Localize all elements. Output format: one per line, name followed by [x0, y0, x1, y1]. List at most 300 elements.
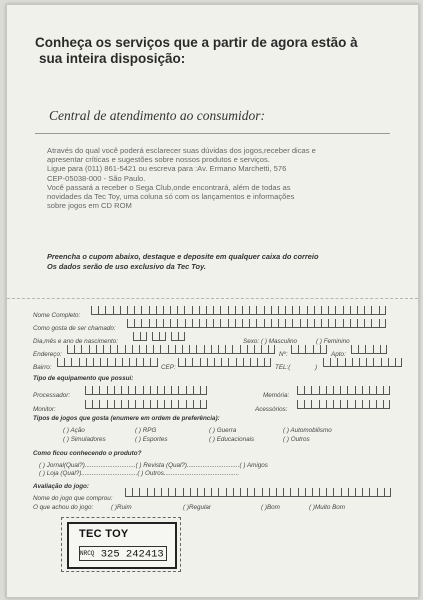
char-box[interactable]	[369, 400, 376, 409]
char-box[interactable]	[114, 400, 121, 409]
char-box[interactable]	[328, 319, 335, 328]
char-box[interactable]	[143, 386, 150, 395]
char-box[interactable]	[197, 488, 204, 497]
char-box[interactable]	[178, 400, 185, 409]
char-box[interactable]	[362, 386, 369, 395]
char-box[interactable]	[86, 358, 93, 367]
char-box[interactable]	[175, 345, 182, 354]
char-box[interactable]	[132, 345, 139, 354]
char-box[interactable]	[135, 386, 142, 395]
char-box[interactable]	[79, 358, 86, 367]
char-box[interactable]	[177, 319, 184, 328]
char-box[interactable]	[304, 386, 311, 395]
char-box[interactable]	[262, 488, 269, 497]
char-box[interactable]	[355, 488, 362, 497]
serial-stamp	[61, 517, 181, 572]
char-box[interactable]	[298, 345, 305, 354]
bairro-label: Bairro:	[33, 364, 52, 371]
tel-boxes[interactable]	[323, 358, 402, 367]
char-box[interactable]	[147, 488, 154, 497]
char-box[interactable]	[314, 306, 321, 315]
char-box[interactable]	[351, 345, 358, 354]
char-box[interactable]	[199, 319, 206, 328]
char-box[interactable]	[160, 345, 167, 354]
processador-label: Processador:	[33, 392, 71, 399]
char-box[interactable]	[228, 319, 235, 328]
char-box[interactable]	[291, 345, 298, 354]
char-box[interactable]	[184, 306, 191, 315]
char-box[interactable]	[125, 488, 132, 497]
char-box[interactable]	[371, 306, 378, 315]
char-box[interactable]	[388, 358, 395, 367]
char-box[interactable]	[365, 345, 372, 354]
regular-option[interactable]: ( )Regular	[183, 504, 211, 511]
char-box[interactable]	[206, 306, 213, 315]
char-box[interactable]	[228, 358, 235, 367]
numero-boxes[interactable]	[291, 345, 327, 354]
char-box[interactable]	[304, 400, 311, 409]
char-box[interactable]	[352, 358, 359, 367]
char-box[interactable]	[134, 319, 141, 328]
char-box[interactable]	[213, 319, 220, 328]
char-box[interactable]	[307, 306, 314, 315]
char-box[interactable]	[364, 306, 371, 315]
char-box[interactable]	[178, 358, 185, 367]
char-box[interactable]	[268, 345, 275, 354]
char-box[interactable]	[93, 358, 100, 367]
char-box[interactable]	[136, 358, 143, 367]
educacionais-option[interactable]: ( ) Educacionais	[209, 436, 255, 443]
char-box[interactable]	[204, 345, 211, 354]
char-box[interactable]	[314, 319, 321, 328]
char-box[interactable]	[153, 345, 160, 354]
char-box[interactable]	[200, 358, 207, 367]
char-box[interactable]	[129, 358, 136, 367]
char-box[interactable]	[211, 488, 218, 497]
char-box[interactable]	[125, 345, 132, 354]
char-box[interactable]	[321, 319, 328, 328]
char-box[interactable]	[369, 386, 376, 395]
char-box[interactable]	[121, 386, 128, 395]
char-box[interactable]	[355, 400, 362, 409]
char-box[interactable]	[371, 319, 378, 328]
char-box[interactable]	[330, 358, 337, 367]
char-box[interactable]	[254, 488, 261, 497]
char-box[interactable]	[139, 488, 146, 497]
char-box[interactable]	[328, 306, 335, 315]
cep-boxes[interactable]	[178, 358, 271, 367]
char-box[interactable]	[292, 319, 299, 328]
char-box[interactable]	[319, 400, 326, 409]
char-box[interactable]	[186, 400, 193, 409]
char-box[interactable]	[214, 358, 221, 367]
char-box[interactable]	[345, 358, 352, 367]
char-box[interactable]	[156, 306, 163, 315]
char-box[interactable]	[319, 386, 326, 395]
char-box[interactable]	[247, 345, 254, 354]
char-box[interactable]	[249, 319, 256, 328]
char-box[interactable]	[105, 306, 112, 315]
char-box[interactable]	[319, 488, 326, 497]
char-box[interactable]	[225, 345, 232, 354]
bairro-boxes[interactable]	[57, 358, 158, 367]
char-box[interactable]	[143, 400, 150, 409]
char-box[interactable]	[178, 332, 185, 341]
char-box[interactable]	[164, 400, 171, 409]
char-box[interactable]	[264, 306, 271, 315]
char-box[interactable]	[141, 319, 148, 328]
bom-option[interactable]: ( )Bom	[261, 504, 280, 511]
char-box[interactable]	[355, 386, 362, 395]
char-box[interactable]	[350, 306, 357, 315]
char-box[interactable]	[254, 345, 261, 354]
char-box[interactable]	[243, 358, 250, 367]
char-box[interactable]	[240, 345, 247, 354]
char-box[interactable]	[333, 400, 340, 409]
char-box[interactable]	[170, 319, 177, 328]
char-box[interactable]	[271, 306, 278, 315]
char-box[interactable]	[256, 319, 263, 328]
char-box[interactable]	[305, 345, 312, 354]
char-box[interactable]	[92, 400, 99, 409]
char-box[interactable]	[100, 358, 107, 367]
masculino-option[interactable]: ( ) Masculino	[261, 338, 298, 345]
char-box[interactable]	[159, 332, 166, 341]
char-box[interactable]	[127, 319, 134, 328]
char-box[interactable]	[171, 332, 178, 341]
char-box[interactable]	[183, 488, 190, 497]
char-box[interactable]	[190, 488, 197, 497]
char-box[interactable]	[107, 358, 114, 367]
char-box[interactable]	[103, 345, 110, 354]
char-box[interactable]	[113, 306, 120, 315]
guerra-option[interactable]: ( ) Guerra	[209, 427, 237, 434]
char-box[interactable]	[242, 306, 249, 315]
char-box[interactable]	[235, 319, 242, 328]
acao-option[interactable]: ( ) Ação	[63, 427, 85, 434]
char-box[interactable]	[128, 386, 135, 395]
char-box[interactable]	[193, 386, 200, 395]
char-box[interactable]	[395, 358, 402, 367]
char-box[interactable]	[257, 358, 264, 367]
char-box[interactable]	[357, 319, 364, 328]
char-box[interactable]	[175, 488, 182, 497]
char-box[interactable]	[264, 358, 271, 367]
title-line-1: Conheça os serviços que a partir de agora estão à	[35, 35, 358, 50]
char-box[interactable]	[292, 306, 299, 315]
char-box[interactable]	[164, 386, 171, 395]
char-box[interactable]	[149, 306, 156, 315]
char-box[interactable]	[152, 332, 159, 341]
char-box[interactable]	[213, 306, 220, 315]
acessorios-boxes[interactable]	[297, 400, 390, 409]
char-box[interactable]	[347, 400, 354, 409]
char-box[interactable]	[250, 358, 257, 367]
char-box[interactable]	[285, 319, 292, 328]
char-box[interactable]	[350, 319, 357, 328]
char-box[interactable]	[297, 400, 304, 409]
char-box[interactable]	[298, 488, 305, 497]
char-box[interactable]	[85, 400, 92, 409]
char-box[interactable]	[326, 400, 333, 409]
char-box[interactable]	[376, 400, 383, 409]
nome-boxes[interactable]	[91, 306, 386, 315]
char-box[interactable]	[249, 306, 256, 315]
char-box[interactable]	[300, 319, 307, 328]
char-box[interactable]	[364, 319, 371, 328]
char-box[interactable]	[347, 386, 354, 395]
char-box[interactable]	[362, 400, 369, 409]
char-box[interactable]	[240, 488, 247, 497]
mes-boxes[interactable]	[152, 332, 166, 341]
endereco-boxes[interactable]	[67, 345, 275, 354]
char-box[interactable]	[377, 488, 384, 497]
char-box[interactable]	[383, 400, 390, 409]
monitor-boxes[interactable]	[85, 400, 207, 409]
char-box[interactable]	[196, 345, 203, 354]
memoria-boxes[interactable]	[297, 386, 390, 395]
char-box[interactable]	[149, 319, 156, 328]
char-box[interactable]	[146, 345, 153, 354]
char-box[interactable]	[127, 306, 134, 315]
char-box[interactable]	[220, 319, 227, 328]
char-box[interactable]	[89, 345, 96, 354]
char-box[interactable]	[264, 319, 271, 328]
char-box[interactable]	[199, 306, 206, 315]
char-box[interactable]	[81, 345, 88, 354]
rpg-option[interactable]: ( ) RPG	[135, 427, 157, 434]
char-box[interactable]	[285, 306, 292, 315]
char-box[interactable]	[242, 319, 249, 328]
outros-jogos-option[interactable]: ( ) Outros	[283, 436, 310, 443]
char-box[interactable]	[110, 345, 117, 354]
char-box[interactable]	[120, 306, 127, 315]
char-box[interactable]	[379, 306, 386, 315]
char-box[interactable]	[150, 358, 157, 367]
char-box[interactable]	[178, 386, 185, 395]
char-box[interactable]	[156, 319, 163, 328]
char-box[interactable]	[91, 306, 98, 315]
char-box[interactable]	[163, 306, 170, 315]
char-box[interactable]	[171, 386, 178, 395]
char-box[interactable]	[261, 345, 268, 354]
char-box[interactable]	[218, 488, 225, 497]
char-box[interactable]	[335, 319, 342, 328]
char-box[interactable]	[340, 400, 347, 409]
nome-jogo-boxes[interactable]	[125, 488, 391, 497]
char-box[interactable]	[271, 319, 278, 328]
char-box[interactable]	[67, 345, 74, 354]
char-box[interactable]	[168, 488, 175, 497]
ano-boxes[interactable]	[171, 332, 185, 341]
char-box[interactable]	[366, 358, 373, 367]
char-box[interactable]	[335, 306, 342, 315]
char-box[interactable]	[157, 386, 164, 395]
chamado-boxes[interactable]	[127, 319, 386, 328]
equip-title: Tipo de equipamento que possui:	[33, 375, 134, 382]
char-box[interactable]	[117, 345, 124, 354]
char-box[interactable]	[341, 488, 348, 497]
char-box[interactable]	[236, 358, 243, 367]
char-box[interactable]	[283, 488, 290, 497]
char-box[interactable]	[132, 488, 139, 497]
title-line-2: sua inteira disposição:	[39, 51, 186, 66]
char-box[interactable]	[359, 358, 366, 367]
char-box[interactable]	[357, 306, 364, 315]
char-box[interactable]	[206, 319, 213, 328]
char-box[interactable]	[307, 319, 314, 328]
char-box[interactable]	[269, 488, 276, 497]
char-box[interactable]	[193, 400, 200, 409]
char-box[interactable]	[192, 358, 199, 367]
central-title: Central de atendimento ao consumidor:	[49, 108, 265, 123]
char-box[interactable]	[150, 400, 157, 409]
char-box[interactable]	[369, 488, 376, 497]
char-box[interactable]	[99, 400, 106, 409]
char-box[interactable]	[226, 488, 233, 497]
char-box[interactable]	[168, 345, 175, 354]
char-box[interactable]	[326, 488, 333, 497]
char-box[interactable]	[161, 488, 168, 497]
char-box[interactable]	[141, 306, 148, 315]
char-box[interactable]	[207, 358, 214, 367]
char-box[interactable]	[171, 400, 178, 409]
char-box[interactable]	[290, 488, 297, 497]
char-box[interactable]	[189, 345, 196, 354]
char-box[interactable]	[139, 345, 146, 354]
char-box[interactable]	[337, 358, 344, 367]
char-box[interactable]	[140, 332, 147, 341]
char-box[interactable]	[211, 345, 218, 354]
char-box[interactable]	[348, 488, 355, 497]
char-box[interactable]	[383, 386, 390, 395]
char-box[interactable]	[343, 306, 350, 315]
char-box[interactable]	[320, 345, 327, 354]
ruim-option[interactable]: ( )Ruim	[111, 504, 132, 511]
char-box[interactable]	[200, 386, 207, 395]
stamp-box	[67, 522, 177, 569]
char-box[interactable]	[380, 345, 387, 354]
char-box[interactable]	[313, 345, 320, 354]
feminino-option[interactable]: ( ) Feminino	[316, 338, 350, 345]
char-box[interactable]	[98, 306, 105, 315]
char-box[interactable]	[200, 400, 207, 409]
char-box[interactable]	[381, 358, 388, 367]
char-box[interactable]	[362, 488, 369, 497]
char-box[interactable]	[143, 358, 150, 367]
char-box[interactable]	[107, 386, 114, 395]
char-box[interactable]	[373, 345, 380, 354]
char-box[interactable]	[57, 358, 64, 367]
char-box[interactable]	[133, 332, 140, 341]
char-box[interactable]	[278, 319, 285, 328]
muito-bom-option[interactable]: ( )Muito Bom	[309, 504, 346, 511]
char-box[interactable]	[154, 488, 161, 497]
char-box[interactable]	[170, 306, 177, 315]
char-box[interactable]	[235, 306, 242, 315]
char-box[interactable]	[312, 488, 319, 497]
char-box[interactable]	[177, 306, 184, 315]
char-box[interactable]	[135, 400, 142, 409]
char-box[interactable]	[333, 386, 340, 395]
char-box[interactable]	[115, 358, 122, 367]
char-box[interactable]	[379, 319, 386, 328]
coupon-page	[6, 4, 419, 598]
char-box[interactable]	[204, 488, 211, 497]
char-box[interactable]	[278, 306, 285, 315]
char-box[interactable]	[107, 400, 114, 409]
char-box[interactable]	[232, 345, 239, 354]
char-box[interactable]	[122, 358, 129, 367]
char-box[interactable]	[64, 358, 71, 367]
char-box[interactable]	[228, 306, 235, 315]
char-box[interactable]	[311, 386, 318, 395]
automobilismo-option[interactable]: ( ) Automobilismo	[283, 427, 332, 434]
tel-close: )	[315, 364, 318, 371]
char-box[interactable]	[114, 386, 121, 395]
char-box[interactable]	[163, 319, 170, 328]
dia-boxes[interactable]	[133, 332, 147, 341]
char-box[interactable]	[185, 319, 192, 328]
char-box[interactable]	[323, 358, 330, 367]
char-box[interactable]	[85, 386, 92, 395]
char-box[interactable]	[358, 345, 365, 354]
esportes-option[interactable]: ( ) Esportes	[135, 436, 168, 443]
desc-line: Você passará a receber o Sega Club,onde encontrará, além de todas as	[47, 182, 291, 192]
char-box[interactable]	[256, 306, 263, 315]
char-box[interactable]	[128, 400, 135, 409]
char-box[interactable]	[305, 488, 312, 497]
char-box[interactable]	[192, 319, 199, 328]
char-box[interactable]	[343, 319, 350, 328]
char-box[interactable]	[321, 306, 328, 315]
simuladores-option[interactable]: ( ) Simuladores	[63, 436, 106, 443]
char-box[interactable]	[92, 386, 99, 395]
char-box[interactable]	[247, 488, 254, 497]
jornal-revista-amigos-options[interactable]: ( ) Jornal(Qual?).............................( ) Revista (Qual?)..............................( ) Amigos	[39, 462, 268, 469]
char-box[interactable]	[297, 386, 304, 395]
char-box[interactable]	[150, 386, 157, 395]
char-box[interactable]	[96, 345, 103, 354]
char-box[interactable]	[299, 306, 306, 315]
char-box[interactable]	[99, 386, 106, 395]
char-box[interactable]	[221, 358, 228, 367]
char-box[interactable]	[192, 306, 199, 315]
char-box[interactable]	[276, 488, 283, 497]
char-box[interactable]	[71, 358, 78, 367]
char-box[interactable]	[220, 306, 227, 315]
char-box[interactable]	[186, 386, 193, 395]
char-box[interactable]	[121, 400, 128, 409]
char-box[interactable]	[340, 386, 347, 395]
char-box[interactable]	[326, 386, 333, 395]
char-box[interactable]	[376, 386, 383, 395]
char-box[interactable]	[384, 488, 391, 497]
char-box[interactable]	[74, 345, 81, 354]
char-box[interactable]	[311, 400, 318, 409]
char-box[interactable]	[233, 488, 240, 497]
loja-outros-options[interactable]: ( ) Loja (Qual?)................................( ) Outros...........................................	[39, 470, 240, 477]
processador-boxes[interactable]	[85, 386, 207, 395]
char-box[interactable]	[185, 358, 192, 367]
char-box[interactable]	[218, 345, 225, 354]
char-box[interactable]	[333, 488, 340, 497]
char-box[interactable]	[134, 306, 141, 315]
char-box[interactable]	[373, 358, 380, 367]
char-box[interactable]	[182, 345, 189, 354]
char-box[interactable]	[157, 400, 164, 409]
apto-boxes[interactable]	[351, 345, 387, 354]
